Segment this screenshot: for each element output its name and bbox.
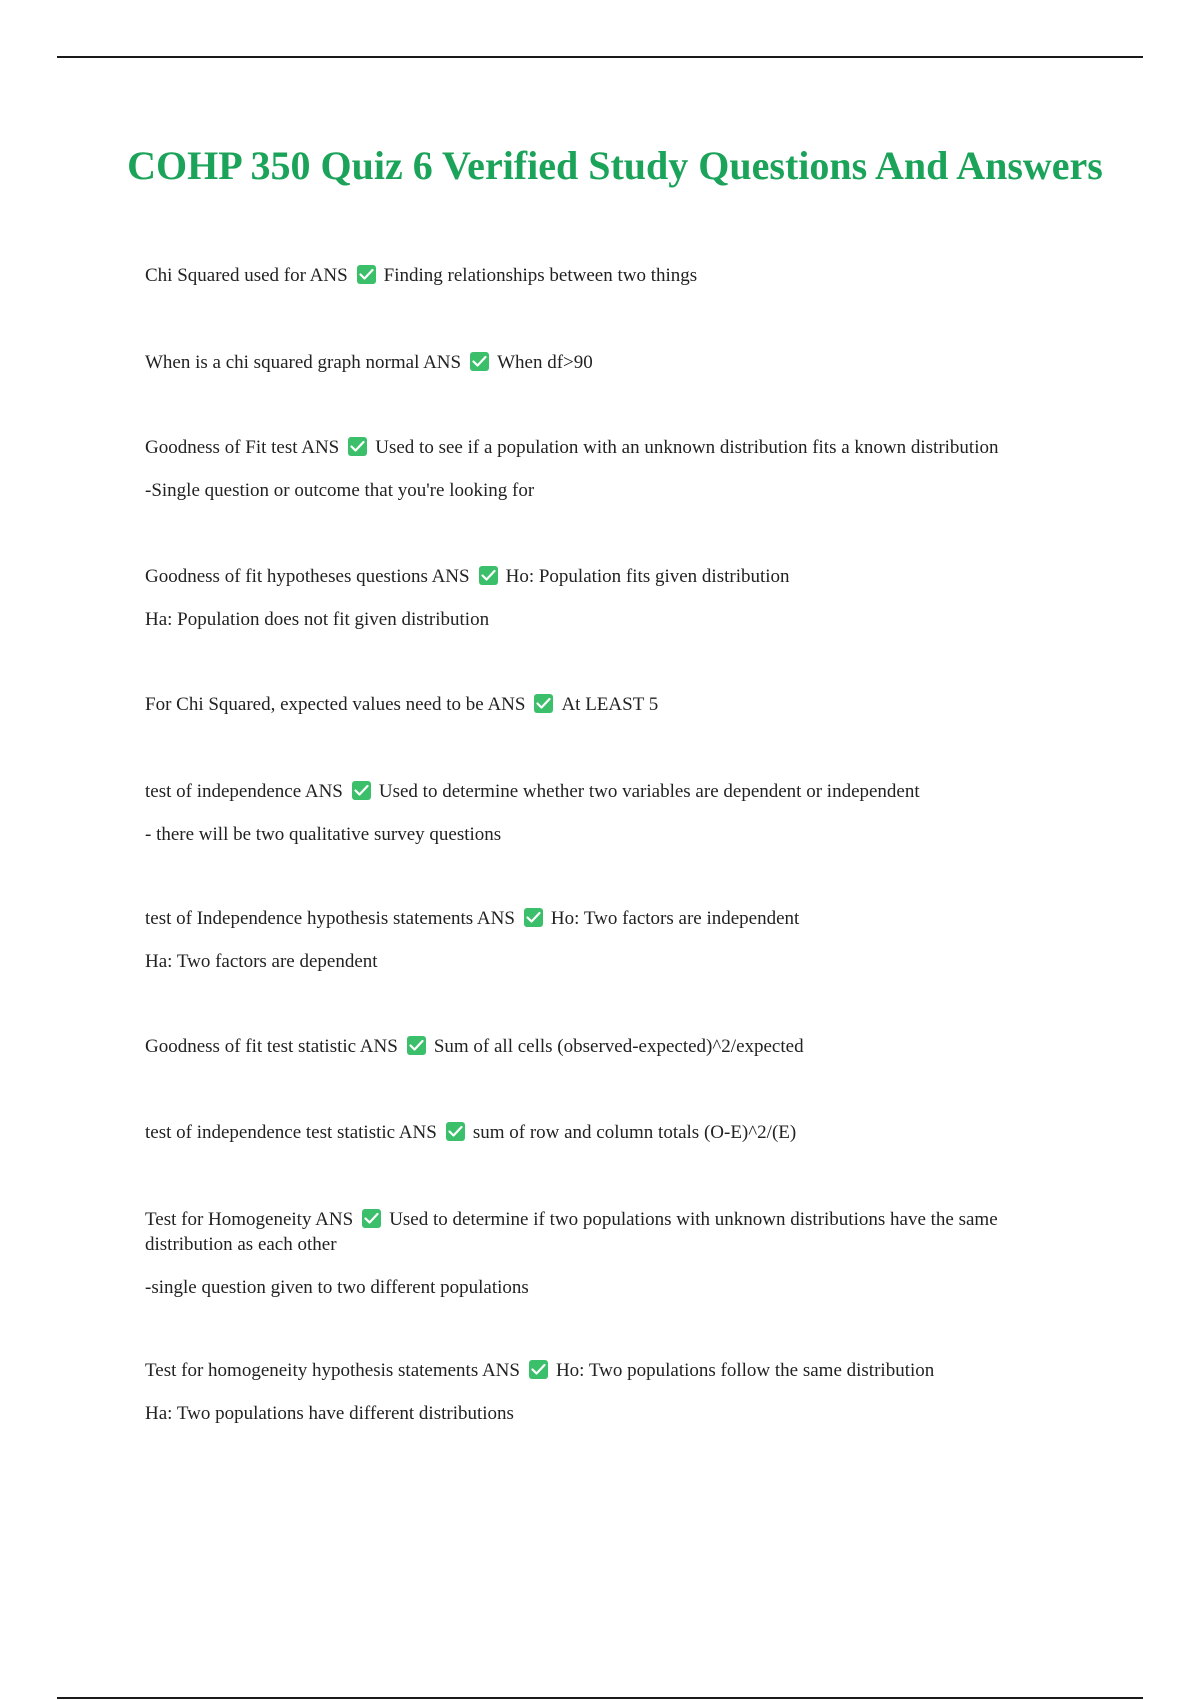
question-text: test of independence test statistic bbox=[145, 1122, 396, 1143]
ans-label: ANS bbox=[423, 352, 462, 373]
question-text: Goodness of fit test statistic bbox=[145, 1036, 357, 1057]
answer-text: Sum of all cells (observed-expected)^2/expected bbox=[433, 1036, 804, 1057]
ans-label: ANS bbox=[359, 1036, 398, 1057]
qa-line bbox=[145, 1120, 1065, 1145]
question-text: Test for homogeneity hypothesis statements bbox=[145, 1360, 479, 1381]
page-title: COHP 350 Quiz 6 Verified Study Questions And Answers bbox=[127, 143, 1103, 188]
ans-label: ANS bbox=[301, 437, 340, 458]
answer-extra-line: Ha: Two populations have different distributions bbox=[145, 1403, 514, 1424]
answer-text: Ho: Two factors are independent bbox=[550, 908, 800, 929]
question-text: Goodness of Fit test bbox=[145, 437, 298, 458]
qa-item-7 bbox=[145, 906, 1065, 974]
qa-item-9 bbox=[145, 1120, 1065, 1145]
qa-line bbox=[145, 1034, 1065, 1059]
answer-extra-line: - there will be two qualitative survey questions bbox=[145, 824, 502, 845]
answer-text: Ho: Population fits given distribution bbox=[505, 566, 790, 587]
question-text: Goodness of fit hypotheses questions bbox=[145, 566, 428, 587]
checkmark-icon bbox=[534, 694, 553, 713]
top-rule bbox=[57, 56, 1143, 58]
checkmark-icon bbox=[348, 437, 367, 456]
question-text: test of Independence hypothesis statements bbox=[145, 908, 474, 929]
qa-item-5 bbox=[145, 692, 1065, 717]
qa-item-2 bbox=[145, 350, 1065, 375]
qa-line bbox=[145, 906, 1065, 931]
ans-label: ANS bbox=[315, 1209, 354, 1230]
question-text: When is a chi squared graph normal bbox=[145, 352, 420, 373]
qa-line bbox=[145, 350, 1065, 375]
answer-extra-line: Ha: Two factors are dependent bbox=[145, 951, 378, 972]
answer-extra-line: -Single question or outcome that you're looking for bbox=[145, 480, 535, 501]
answer-text: Used to determine whether two variables are dependent or independent bbox=[378, 781, 920, 802]
qa-line bbox=[145, 692, 1065, 717]
qa-line bbox=[145, 435, 1065, 460]
checkmark-icon bbox=[362, 1209, 381, 1228]
question-text: Chi Squared used for bbox=[145, 265, 306, 286]
checkmark-icon bbox=[352, 781, 371, 800]
answer-extra-line: -single question given to two different populations bbox=[145, 1277, 529, 1298]
qa-item-11 bbox=[145, 1358, 1065, 1426]
question-text: For Chi Squared, expected values need to be bbox=[145, 694, 484, 715]
qa-item-6 bbox=[145, 779, 1065, 847]
qa-item-4 bbox=[145, 564, 1065, 632]
qa-line bbox=[145, 1358, 1065, 1383]
checkmark-icon bbox=[529, 1360, 548, 1379]
checkmark-icon bbox=[479, 566, 498, 585]
bottom-rule bbox=[57, 1697, 1143, 1699]
ans-label: ANS bbox=[476, 908, 515, 929]
ans-label: ANS bbox=[481, 1360, 520, 1381]
ans-label: ANS bbox=[309, 265, 348, 286]
qa-line bbox=[145, 1207, 1065, 1257]
ans-label: ANS bbox=[398, 1122, 437, 1143]
question-text: test of independence bbox=[145, 781, 302, 802]
ans-label: ANS bbox=[431, 566, 470, 587]
ans-label: ANS bbox=[304, 781, 343, 802]
answer-text: Ho: Two populations follow the same distribution bbox=[555, 1360, 935, 1381]
qa-item-1 bbox=[145, 263, 1065, 288]
answer-text: Used to see if a population with an unknown distribution fits a known distribution bbox=[375, 437, 999, 458]
answer-text: sum of row and column totals (O-E)^2/(E) bbox=[472, 1122, 797, 1143]
answer-extra-line: Ha: Population does not fit given distribution bbox=[145, 609, 490, 630]
answer-text: Finding relationships between two things bbox=[383, 265, 698, 286]
answer-text: When df>90 bbox=[497, 352, 593, 373]
qa-line bbox=[145, 564, 1065, 589]
checkmark-icon bbox=[470, 352, 489, 371]
qa-line bbox=[145, 263, 1065, 288]
checkmark-icon bbox=[446, 1122, 465, 1141]
qa-item-10 bbox=[145, 1207, 1065, 1300]
checkmark-icon bbox=[524, 908, 543, 927]
answer-text: At LEAST 5 bbox=[561, 694, 659, 715]
qa-item-3 bbox=[145, 435, 1065, 503]
question-text: Test for Homogeneity bbox=[145, 1209, 312, 1230]
qa-item-8 bbox=[145, 1034, 1065, 1059]
qa-line bbox=[145, 779, 1065, 804]
checkmark-icon bbox=[407, 1036, 426, 1055]
checkmark-icon bbox=[357, 265, 376, 284]
answer-text: Used to determine if two populations with unknown distributions have the same distribution as each other bbox=[145, 1209, 998, 1255]
ans-label: ANS bbox=[487, 694, 526, 715]
